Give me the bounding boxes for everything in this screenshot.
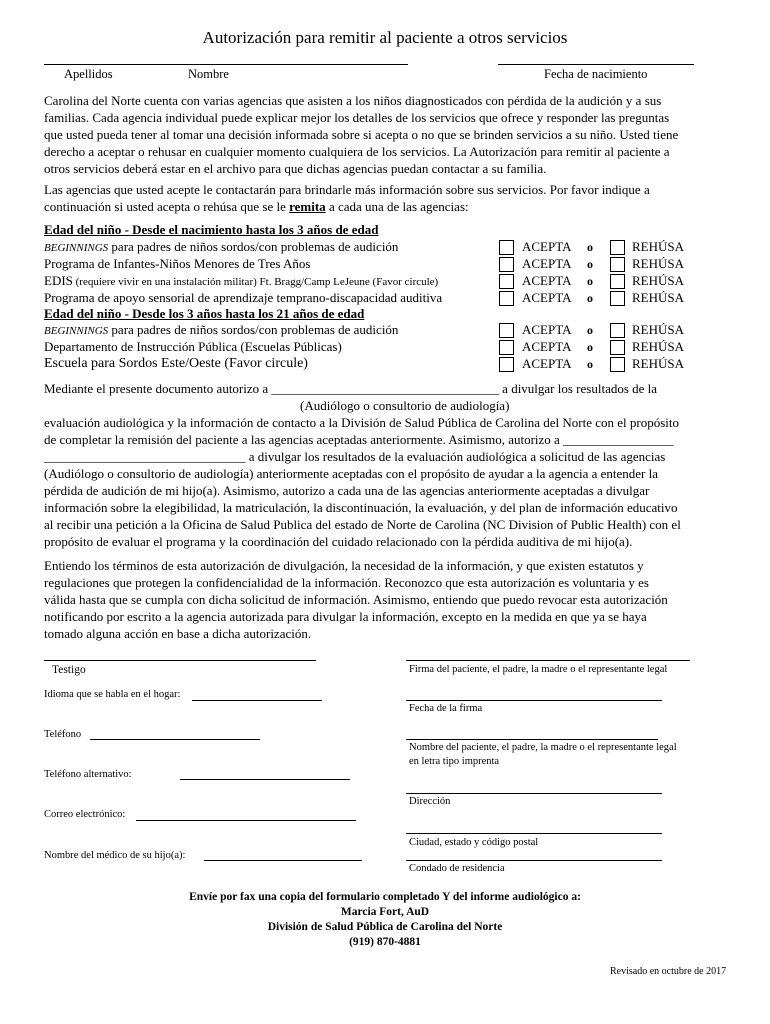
ciudad-line[interactable] [406,833,662,834]
authorization-text: a divulgar los resultados de la [498,381,658,396]
accept-checkbox[interactable] [499,340,514,355]
intro-line: familias. Cada agencia individual puede explicar mejor los detalles de los servicios que ofrece y responder las preguntas [44,110,670,125]
refuse-label: REHÚSA [632,339,685,354]
agency-name [44,322,398,338]
agency-text: para padres de niños sordos/con problemas de audición [108,239,399,254]
birthdate-line[interactable] [498,64,694,65]
nombre-label: Nombre [188,67,229,81]
page-title: Autorización para remitir al paciente a otros servicios [202,28,568,47]
accept-checkbox[interactable] [499,240,514,255]
understanding-line: regulaciones que protegen la confidencialidad de la información. Reconozco que esta autorización es voluntaria y es [44,575,649,590]
accept-checkbox[interactable] [499,257,514,272]
idioma-field[interactable] [192,700,322,701]
agency-italic: BEGINNINGS [44,325,109,337]
accept-label: ACEPTA [522,339,572,354]
authorization-line: evaluación audiológica y la información de contacto a la División de Salud Pública de Carolina del Norte con el propósito [44,415,680,430]
agency-row [44,239,734,256]
understanding-paragraph [44,557,728,642]
intro-line: Carolina del Norte cuenta con varias agencias que asisten a los niños diagnosticados con pérdida de la audición y a sus [44,93,662,108]
accept-checkbox[interactable] [499,291,514,306]
accept-label: ACEPTA [522,290,572,305]
accept-checkbox[interactable] [499,274,514,289]
direccion-line[interactable] [406,793,662,794]
agency-italic: BEGINNINGS [44,242,109,254]
agency-row [44,273,734,290]
refuse-checkbox[interactable] [610,340,625,355]
or-separator: o [587,340,593,354]
refuse-label: REHÚSA [632,290,685,305]
agency-row [44,256,734,273]
fecha-firma-line[interactable] [406,700,662,701]
understanding-line: tomado alguna acción en base a dicha autorización. [44,626,312,641]
refuse-checkbox[interactable] [610,291,625,306]
direccion-label: Dirección [409,796,451,807]
fax-recipient: Marcia Fort, AuD [340,906,430,918]
remita-emphasis: remita [289,199,326,214]
or-separator: o [587,240,593,254]
authorization-line: pérdida de audición de mi hijo(a). Asimismo, autorizo a cada una de las agencias anteriormente aceptadas a divulgar [44,483,650,498]
fecha-nacimiento-label: Fecha de nacimiento [544,67,648,81]
agency-name: Departamento de Instrucción Pública (Escuelas Públicas) [44,339,342,354]
accept-checkbox[interactable] [499,357,514,372]
understanding-line: válida hasta que se cumpla con dicha solicitud de información. Asimismo, entiendo que puedo revocar esta autorización [44,592,668,607]
agency-name [44,239,398,255]
condado-label: Condado de residencia [409,863,505,874]
authorization-text: Mediante el presente documento autorizo a [44,381,272,396]
firma-label: Firma del paciente, el padre, la madre o el representante legal [409,664,668,675]
medico-label: Nombre del médico de su hijo(a): [44,850,186,861]
agency-name: Escuela para Sordos Este/Oeste (Favor circule) [44,356,308,371]
agency-row [44,339,734,356]
fecha-firma-label: Fecha de la firma [409,703,483,714]
accept-checkbox[interactable] [499,323,514,338]
section1-heading: Edad del niño - Desde el nacimiento hasta los 3 años de edad [44,222,379,237]
fax-number: (919) 870-4881 [349,936,421,948]
fax-line: Envíe por fax una copia del formulario completado Y del informe audiológico a: [189,891,581,903]
refuse-checkbox[interactable] [610,257,625,272]
revision-date: Revisado en octubre de 2017 [610,966,727,977]
authorization-line [44,381,657,397]
refuse-checkbox[interactable] [610,274,625,289]
fax-instructions [0,890,770,950]
medico-field[interactable] [204,860,362,861]
or-separator: o [587,257,593,271]
agency-note: (requiere vivir en una instalación militar) Ft. Bragg/Camp LeJeune (Favor circule) [72,276,439,288]
correo-label: Correo electrónico: [44,809,126,820]
nombre-imprenta-line[interactable] [406,739,658,740]
authorization-line: de completar la remisión del paciente a las agencias aceptadas anteriormente. Asimismo, autorizo a _________________ [44,432,674,447]
agency-text: para padres de niños sordos/con problemas de audición [108,322,399,337]
audiologist-blank[interactable]: ___________________________________ [271,381,499,396]
or-separator: o [587,357,593,371]
instructions-line: Las agencias que usted acepte le contactarán para brindarle más información sobre sus servicios. Por favor indique a [44,182,650,197]
testigo-label: Testigo [52,664,86,676]
correo-field[interactable] [136,820,356,821]
or-separator: o [587,274,593,288]
intro-paragraph [44,92,728,177]
instructions-line [44,198,728,215]
intro-line: otros servicios deberá estar en el archivo para que dichas agencias puedan contactar a su familia. [44,161,547,176]
accept-label: ACEPTA [522,256,572,271]
understanding-line: Entiendo los términos de esta autorización de divulgación, la necesidad de la información, y que existen estatutos y [44,558,644,573]
authorization-line: información sobre la elegibilidad, la matriculación, la discontinuación, la evaluación, y del plan de información educativo [44,500,678,515]
name-line[interactable] [44,64,408,65]
refuse-label: REHÚSA [632,356,685,371]
accept-label: ACEPTA [522,356,572,371]
intro-line: derecho a aceptar o rehusar en cualquier momento cualquiera de los servicios. La Autorización para remitir al paciente a [44,144,670,159]
agency-name: Programa de Infantes-Niños Menores de Tres Años [44,256,311,271]
accept-label: ACEPTA [522,322,572,337]
idioma-label: Idioma que se habla en el hogar: [44,689,181,700]
refuse-label: REHÚSA [632,273,685,288]
instructions-text: continuación si usted acepta o rehúsa que se le [44,199,290,214]
refuse-checkbox[interactable] [610,323,625,338]
telefono-field[interactable] [90,739,260,740]
accept-label: ACEPTA [522,239,572,254]
authorization-line: propósito de evaluar el programa y la coordinación del cuidado relacionado con la pérdida auditiva de mi hijo(a). [44,534,633,549]
agency-name [44,273,438,289]
telefono-alt-field[interactable] [180,779,350,780]
agency-row [44,356,734,373]
fax-division: División de Salud Pública de Carolina del Norte [267,921,503,933]
or-separator: o [587,323,593,337]
audiologist-caption: (Audiólogo o consultorio de audiología) [300,398,510,413]
intro-line: que usted pueda tener al tomar una decisión informada sobre si acepta o no que se brinden servicios a su niño. Usted tiene [44,127,679,142]
refuse-checkbox[interactable] [610,240,625,255]
refuse-checkbox[interactable] [610,357,625,372]
authorization-line: al recibir una petición a la Oficina de Salud Publica del estado de Norte de Carolina (NC Division of Public Health) con el [44,517,681,532]
nombre-imprenta-label: Nombre del paciente, el padre, la madre o el representante legal [409,742,677,753]
instructions-paragraph [44,181,728,215]
signature-line[interactable] [406,660,690,661]
instructions-text: a cada una de las agencias: [325,199,469,214]
apellidos-label: Apellidos [64,67,113,81]
authorization-line: _______________________________ a divulgar los resultados de la evaluación audiológica a solicitud de las agencias [44,449,666,464]
accept-label: ACEPTA [522,273,572,288]
or-separator: o [587,291,593,305]
refuse-label: REHÚSA [632,239,685,254]
refuse-label: REHÚSA [632,322,685,337]
condado-line[interactable] [406,860,662,861]
agency-row [44,290,734,307]
ciudad-label: Ciudad, estado y código postal [409,837,539,848]
telefono-alt-label: Teléfono alternativo: [44,769,132,780]
authorization-line: (Audiólogo o consultorio de audiología) anteriormente aceptadas con el propósito de ayudar a la agencia a entender la [44,466,659,481]
agency-text: EDIS [44,273,73,288]
refuse-label: REHÚSA [632,256,685,271]
telefono-label: Teléfono [44,729,82,740]
section2-heading: Edad del niño - Desde los 3 años hasta los 21 años de edad [44,306,365,321]
agency-row [44,322,734,339]
authorization-paragraph [44,414,728,550]
testigo-line[interactable] [44,660,316,661]
understanding-line: notificando por escrito a la agencia autorizada para divulgar la información, excepto en la medida en que ya se haya [44,609,647,624]
nombre-imprenta-label: en letra tipo imprenta [409,756,500,767]
agency-name: Programa de apoyo sensorial de aprendizaje temprano-discapacidad auditiva [44,290,443,305]
